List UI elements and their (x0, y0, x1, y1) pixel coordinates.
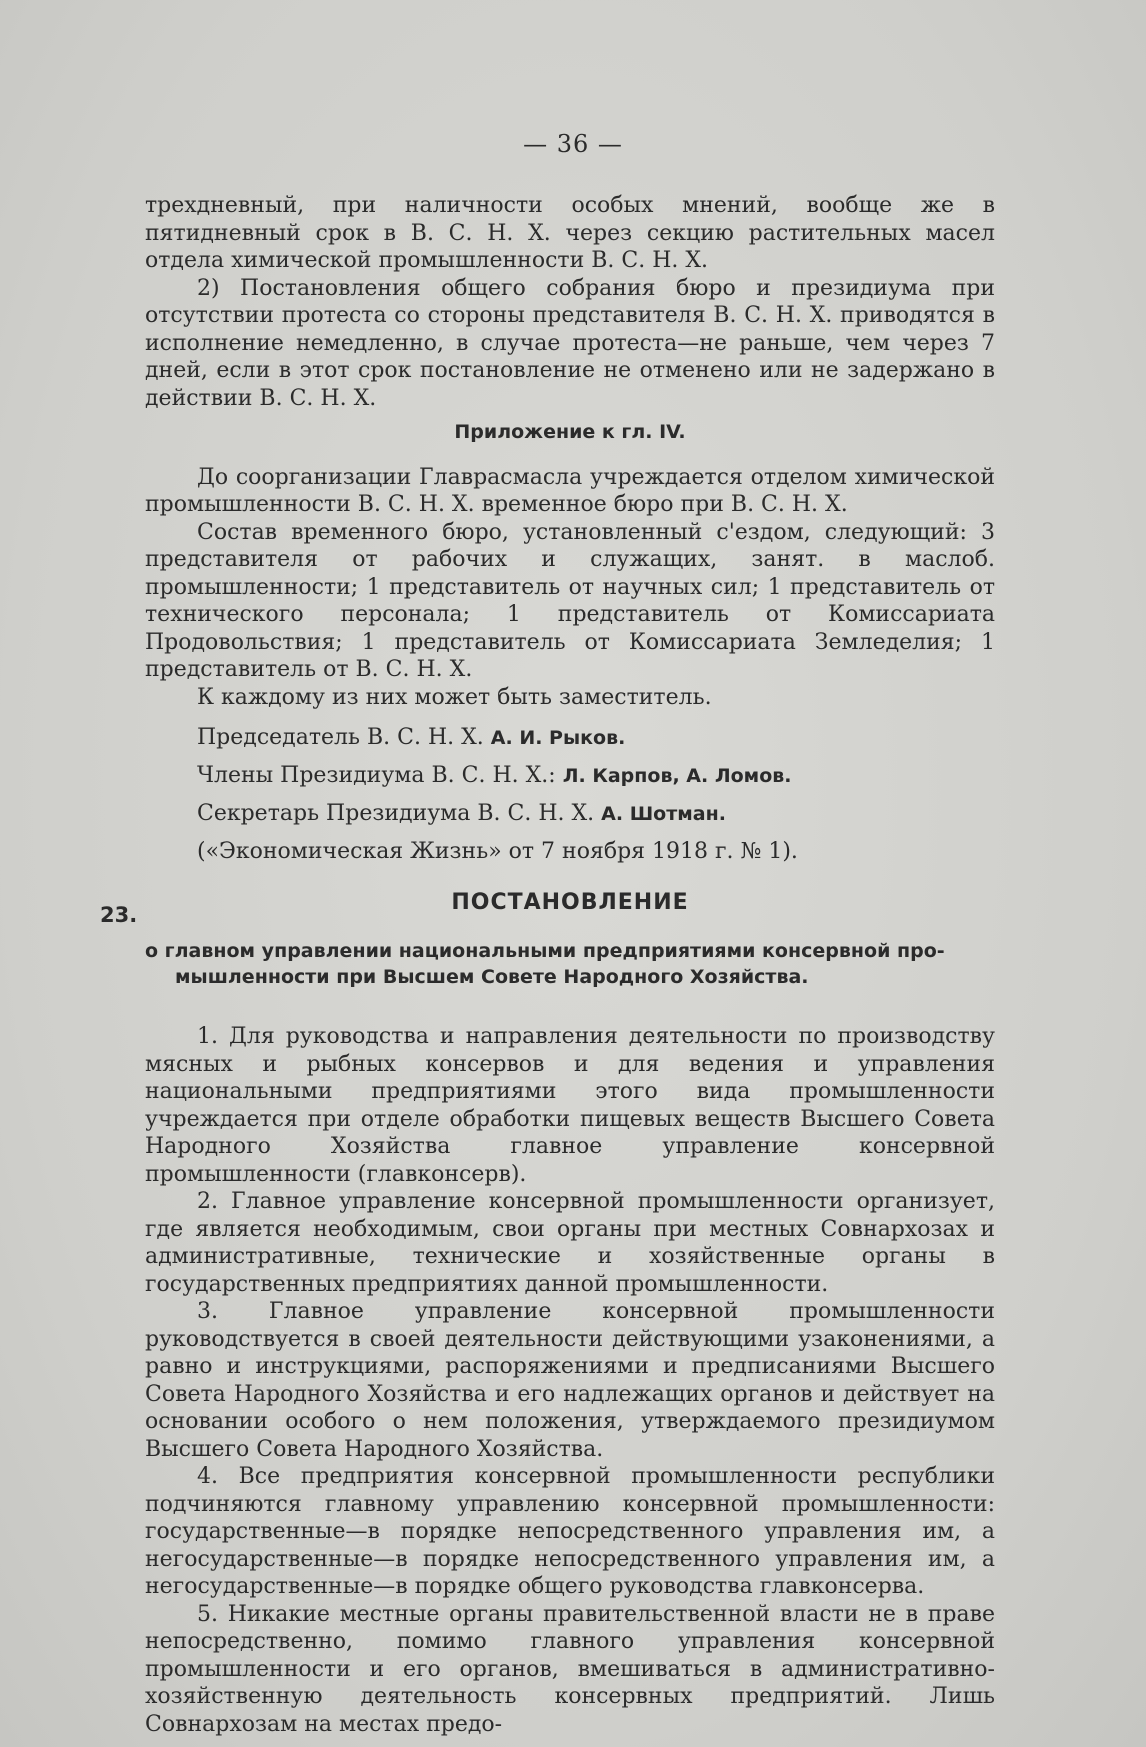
signatures (145, 719, 995, 871)
clause-4: 4. Все предприятия консервной промышленности республики подчиняются главному управлению консервной промышленности: государственные—в порядке непосредственного управления им, а негосударственные—в порядке непосредственного управления им, а негосударственные—в порядке общего руководства главконсерва. (145, 1464, 995, 1599)
document-subtitle-line-1: о главном управлении национальными предприятиями консервной про- (145, 940, 945, 962)
appendix-paragraph-3: К каждому из них может быть заместитель. (197, 684, 712, 710)
clause-2: 2. Главное управление консервной промышленности организует, где является необходимым, свои органы при местных Совнархозах и административные, технические и хозяйственные органы в государственных предприятиях данной промышленности. (145, 1189, 995, 1297)
signature-secretary (197, 795, 995, 833)
appendix-heading: Приложение к гл. IV. (454, 421, 686, 443)
signature-role: Секретарь Президиума В. С. Н. Х. (197, 801, 595, 826)
signature-members (197, 757, 995, 795)
document-number: 23. (100, 903, 138, 927)
clause-1: 1. Для руководства и направления деятельности по производству мясных и рыбных консервов и для ведения и управления национальными предприятиями этого вида промышленности учреждается при отделе обработки пищевых веществ Высшего Совета Народного Хозяйства главное управление консервной промышленности (главконсерв). (145, 1024, 995, 1187)
clause-3: 3. Главное управление консервной промышленности руководствуется в своей деятельности действующими узаконениями, а равно и инструкциями, распоряжениями и предписаниями Высшего Совета Народного Хозяйства и его надлежащих органов и действует на основании особого о нем положения, утверждаемого президиумом Высшего Совета Народного Хозяйства. (145, 1299, 995, 1462)
document-subtitle (145, 938, 995, 990)
signature-role: Председатель В. С. Н. Х. (197, 725, 484, 750)
signature-name: А. Шотман. (601, 803, 726, 825)
paragraph-clause-2: 2) Постановления общего собрания бюро и президиума при отсутствии протеста со стороны представителя В. С. Н. Х. приводятся в исполнение немедленно, в случае протеста—не раньше, чем через 7 дней, если в этот срок постановление не отменено или не задержано в действии В. С. Н. Х. (145, 275, 995, 411)
signature-chairman (197, 719, 995, 757)
appendix-paragraph-2: Состав временного бюро, установленный с'ездом, следующий: 3 представителя от рабочих и служащих, занят. в маслоб. промышленности; 1 представитель от научных сил; 1 представитель от технического персонала; 1 представитель от Комиссариата Продовольствия; 1 представитель от Комиссариата Земледелия; 1 представитель от В. С. Н. Х. (145, 519, 995, 682)
document-subtitle-line-2: мышленности при Высшем Совете Народного Хозяйства. (175, 966, 809, 988)
appendix-paragraph-1: До соорганизации Главрасмасла учреждается отделом химической промышленности В. С. Н. Х. временное бюро при В. С. Н. Х. (145, 464, 995, 517)
previous-document-ending (145, 192, 995, 871)
paragraph-continued: трехдневный, при наличности особых мнений, вообще же в пятидневный срок в В. С. Н. Х. через секцию растительных масел отдела химической промышленности В. С. Н. Х. (145, 193, 995, 273)
signature-role: Члены Президиума В. С. Н. Х.: (197, 763, 556, 788)
clause-5: 5. Никакие местные органы правительственной власти не в праве непосредственно, помимо главного управления консервной промышленности и его органов, вмешиваться в административно-хозяйственную деятельность консервных предприятий. Лишь Совнархозам на местах предо- (145, 1601, 995, 1737)
page-number: — 36 — (523, 130, 623, 158)
document-title: ПОСТАНОВЛЕНИЕ (451, 890, 689, 915)
document-body (145, 1023, 995, 1738)
signature-name: Л. Карпов, А. Ломов. (562, 765, 792, 787)
source-citation: («Экономическая Жизнь» от 7 ноября 1918 г. № 1). (197, 839, 798, 864)
signature-name: А. И. Рыков. (490, 727, 626, 749)
